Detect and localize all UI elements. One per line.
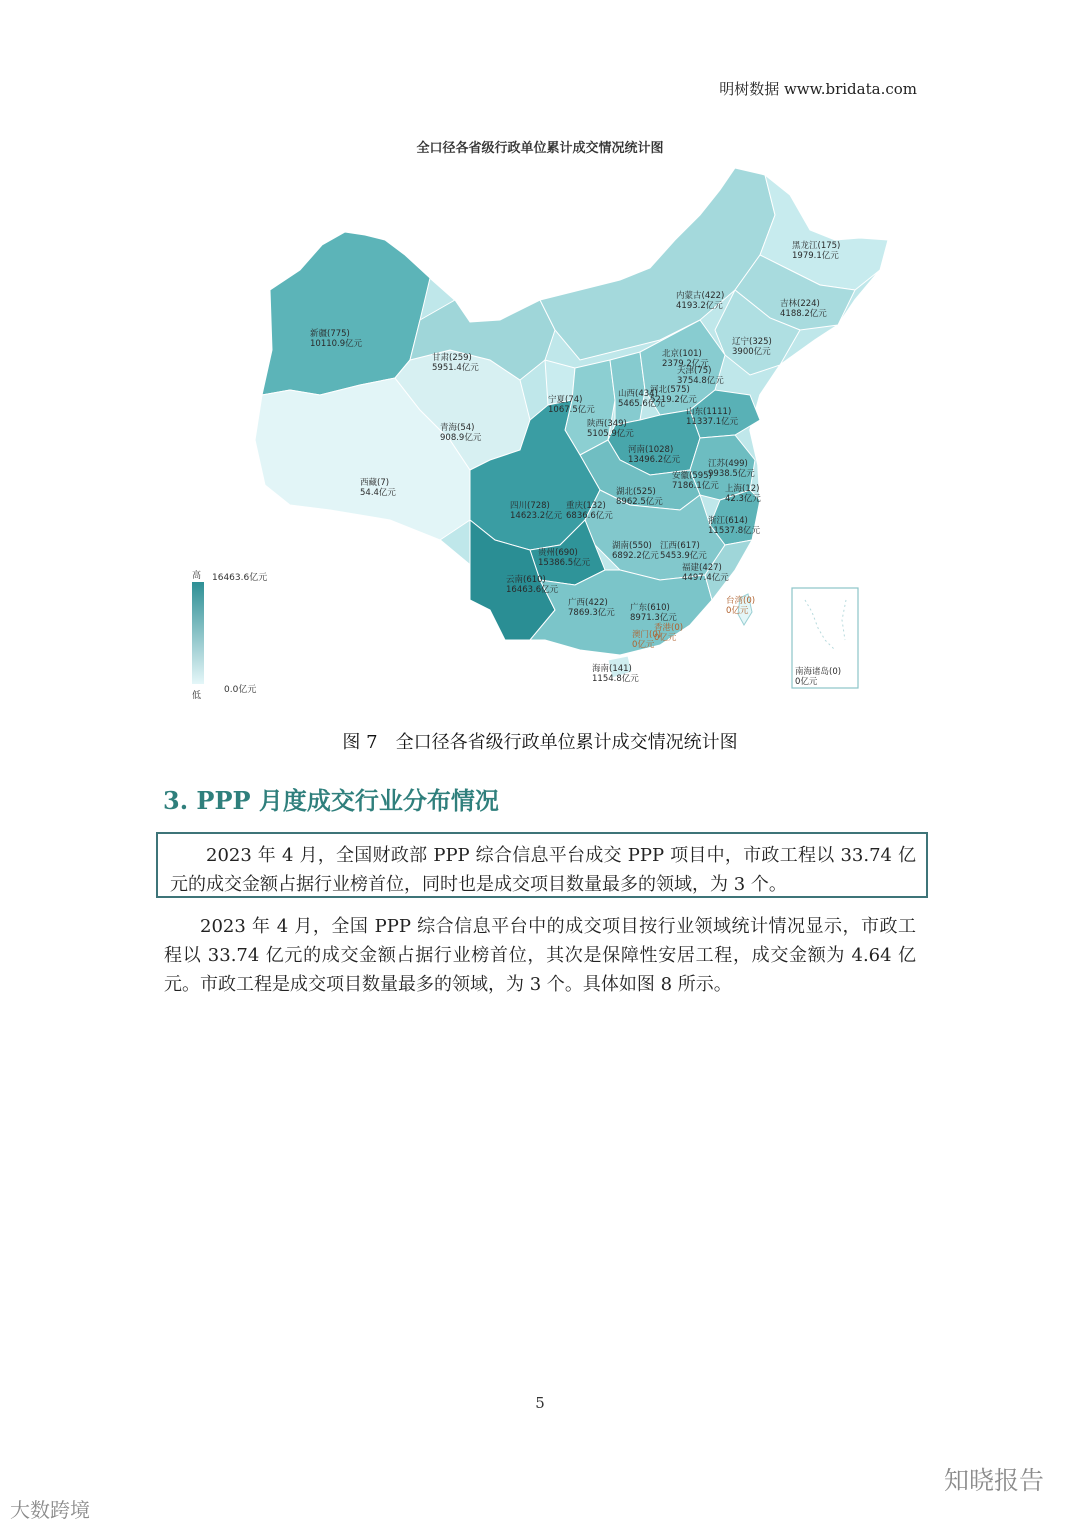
province-name-label: 青海(54) [440, 423, 475, 433]
province-name-label: 海南(141) [592, 664, 632, 674]
province-name-label: 广东(610) [630, 603, 670, 613]
province-name-label: 陕西(349) [587, 419, 627, 429]
province-name-label: 重庆(132) [566, 501, 606, 511]
province-name-label: 湖北(525) [616, 487, 656, 497]
page-header: 明树数据 www.bridata.com [719, 80, 917, 98]
legend-gradient-bar [192, 582, 204, 684]
province-value-label: 15386.5亿元 [538, 558, 591, 568]
province-value-label: 6836.6亿元 [566, 511, 613, 521]
province-value-label: 5453.9亿元 [660, 551, 707, 561]
province-value-label: 9938.5亿元 [708, 469, 755, 479]
province-name-label: 湖南(550) [612, 541, 652, 551]
province-name-label: 云南(610) [506, 575, 546, 585]
legend-high-label: 高 [192, 571, 202, 581]
province-value-label: 14623.2亿元 [510, 511, 563, 521]
province-name-label: 南海诸岛(0) [795, 667, 842, 677]
body-paragraph: 2023 年 4 月，全国 PPP 综合信息平台中的成交项目按行业领域统计情况显示，市政工程以 33.74 亿元的成交金额占据行业榜首位，其次是保障性安居工程，成交金额为 4.64 亿元。市政工程是成交项目数量最多的领域，为 3 个。具体如图 8 所示。 [164, 916, 916, 995]
province-value-label: 0亿元 [654, 633, 677, 643]
province-name-label: 河南(1028) [628, 445, 674, 455]
province-value-label: 1154.8亿元 [592, 674, 639, 684]
province-value-label: 54.4亿元 [360, 488, 396, 498]
province-value-label: 908.9亿元 [440, 433, 482, 443]
highlight-box: 2023 年 4 月，全国财政部 PPP 综合信息平台成交 PPP 项目中，市政工程以 33.74 亿元的成交金额占据行业榜首位，同时也是成交项目数量最多的领域，为 3 个。 [156, 832, 928, 898]
province-name-label: 广西(422) [568, 598, 608, 608]
province-value-label: 13496.2亿元 [628, 455, 681, 465]
province-name-label: 辽宁(325) [732, 337, 772, 347]
province-name-label: 上海(12) [725, 484, 760, 494]
province-name-label: 西藏(7) [360, 478, 390, 488]
province-name-label: 北京(101) [662, 349, 702, 359]
province-value-label: 11537.8亿元 [708, 526, 761, 536]
watermark-right: 知晓报告 [943, 1466, 1044, 1495]
province-value-label: 5219.2亿元 [650, 395, 697, 405]
province-name-label: 香港(0) [654, 623, 684, 633]
province-value-label: 2379.2亿元 [662, 359, 709, 369]
province-name-label: 台湾(0) [726, 596, 756, 606]
province-name-label: 福建(427) [682, 563, 722, 573]
legend-max-value: 16463.6亿元 [212, 573, 268, 583]
province-value-label: 8971.3亿元 [630, 613, 677, 623]
figure-caption: 图 7 全口径各省级行政单位累计成交情况统计图 [342, 732, 738, 753]
province-name-label: 内蒙古(422) [676, 291, 725, 301]
province-name-label: 新疆(775) [310, 329, 350, 339]
province-value-label: 0亿元 [726, 606, 749, 616]
province-value-label: 5105.9亿元 [587, 429, 634, 439]
map-title: 全口径各省级行政单位累计成交情况统计图 [416, 141, 664, 156]
province-name-label: 宁夏(74) [548, 395, 583, 405]
province-value-label: 4188.2亿元 [780, 309, 827, 319]
province-name-label: 黑龙江(175) [792, 241, 841, 251]
china-map [0, 0, 1080, 720]
province-name-label: 四川(728) [510, 501, 550, 511]
province-value-label: 4193.2亿元 [676, 301, 723, 311]
province-value-label: 7186.1亿元 [672, 481, 719, 491]
province-value-label: 42.3亿元 [725, 494, 761, 504]
province-value-label: 3900亿元 [732, 347, 771, 357]
watermark-left: 大数跨境 [10, 1498, 90, 1522]
province-name-label: 澳门(0) [632, 630, 662, 640]
province-name-label: 天津(75) [677, 366, 712, 376]
province-value-label: 4497.4亿元 [682, 573, 729, 583]
province-name-label: 甘肃(259) [432, 353, 472, 363]
section-title: 3. PPP 月度成交行业分布情况 [163, 786, 499, 815]
province-name-label: 河北(575) [650, 385, 690, 395]
province-name-label: 江苏(499) [708, 459, 748, 469]
province-value-label: 6892.2亿元 [612, 551, 659, 561]
province-value-label: 5951.4亿元 [432, 363, 479, 373]
province-value-label: 1067.5亿元 [548, 405, 595, 415]
province-value-label: 1979.1亿元 [792, 251, 839, 261]
province-value-label: 0亿元 [795, 677, 818, 687]
province-name-label: 江西(617) [660, 541, 700, 551]
page-number: 5 [535, 1394, 545, 1412]
province-name-label: 贵州(690) [538, 548, 578, 558]
province-value-label: 16463.6亿元 [506, 585, 559, 595]
province-name-label: 山西(434) [618, 389, 658, 399]
province-value-label: 5465.6亿元 [618, 399, 665, 409]
province-name-label: 安徽(595) [672, 471, 712, 481]
province-name-label: 山东(1111) [686, 407, 732, 417]
province-name-label: 吉林(224) [780, 299, 820, 309]
province-value-label: 8962.5亿元 [616, 497, 663, 507]
legend-min-value: 0.0亿元 [224, 685, 257, 695]
province-value-label: 7869.3亿元 [568, 608, 615, 618]
province-name-label: 浙江(614) [708, 516, 748, 526]
legend-low-label: 低 [192, 691, 202, 701]
province-value-label: 11337.1亿元 [686, 417, 739, 427]
province-value-label: 0亿元 [632, 640, 655, 650]
province-value-label: 3754.8亿元 [677, 376, 724, 386]
province-value-label: 10110.9亿元 [310, 339, 363, 349]
